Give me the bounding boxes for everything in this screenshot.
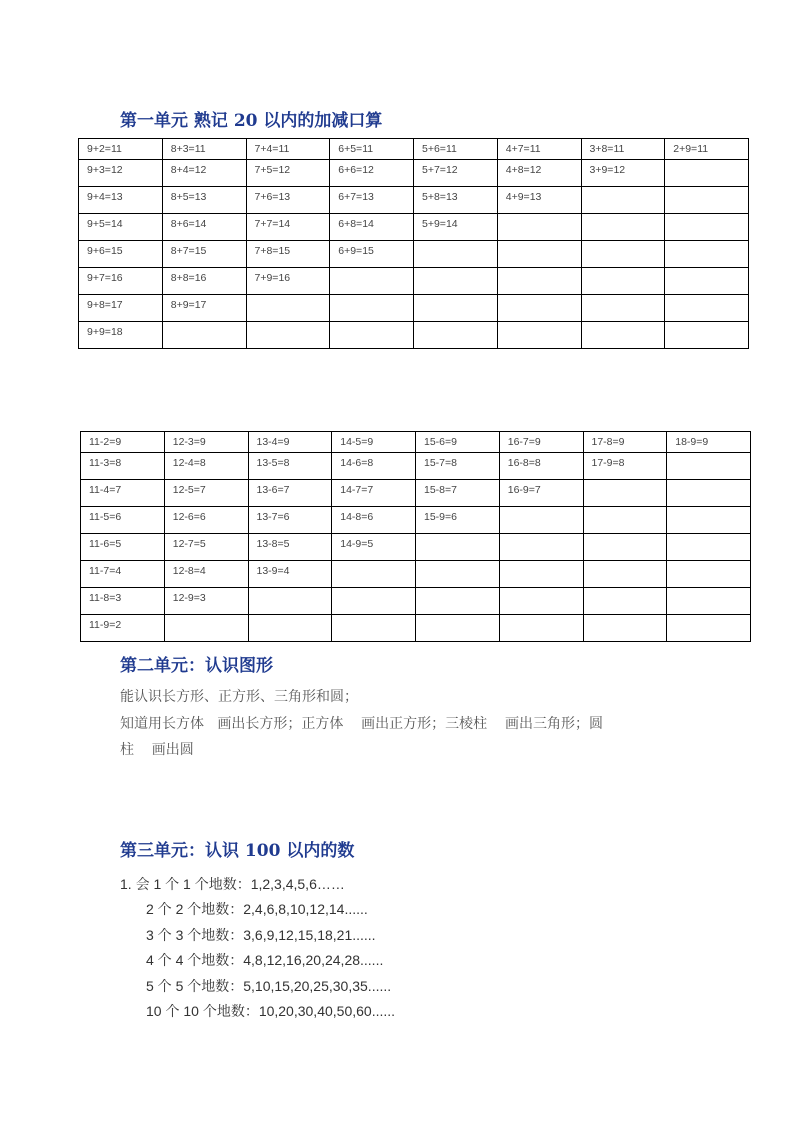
table-cell: 7+5=12 [246,160,330,187]
table-cell: 16-9=7 [499,480,583,507]
table-cell [665,295,749,322]
table-cell: 5+6=11 [414,139,498,160]
unit2-title: 第二单元：认识图形 [120,656,273,676]
count-item: 10 个 10 个地数：10,20,30,40,50,60...... [146,1003,396,1019]
table-cell: 7+7=14 [246,214,330,241]
table-cell: 6+6=12 [330,160,414,187]
table-cell: 9+9=18 [79,322,163,349]
table-cell [416,615,500,642]
table-cell: 15-6=9 [416,432,500,453]
table-cell [416,534,500,561]
table-cell [414,295,498,322]
table-cell: 16-8=8 [499,453,583,480]
table-cell: 11-6=5 [81,534,165,561]
table-cell: 14-7=7 [332,480,416,507]
table-cell: 8+9=17 [162,295,246,322]
table-cell: 8+7=15 [162,241,246,268]
table-row [81,507,751,534]
table-cell [581,241,665,268]
unit2-line-1: 能认识长方形、正方形、三角形和圆； [120,689,358,705]
table-cell [665,241,749,268]
table-row [79,160,749,187]
table-cell [332,615,416,642]
table-cell: 3+9=12 [581,160,665,187]
table-row [81,588,751,615]
table-cell: 6+7=13 [330,187,414,214]
count-item: 3 个 3 个地数：3,6,9,12,15,18,21...... [146,927,376,943]
count-item: 1. 会 1 个 1 个地数：1,2,3,4,5,6…… [120,876,345,892]
table-cell [497,295,581,322]
subtraction-table [80,431,751,642]
table-cell: 5+9=14 [414,214,498,241]
table-cell: 11-4=7 [81,480,165,507]
table-cell: 11-7=4 [81,561,165,588]
table-cell [332,561,416,588]
table-cell: 5+7=12 [414,160,498,187]
table-cell [583,534,667,561]
table-cell [667,480,751,507]
table-cell: 18-9=9 [667,432,751,453]
table-row [81,615,751,642]
table-row [81,480,751,507]
table-cell: 3+8=11 [581,139,665,160]
table-cell: 12-5=7 [164,480,248,507]
table-cell: 6+8=14 [330,214,414,241]
table-cell: 11-9=2 [81,615,165,642]
unit2-line-3: 柱 画出圆 [120,742,194,758]
table-cell: 12-9=3 [164,588,248,615]
table-cell: 12-3=9 [164,432,248,453]
table-cell [248,588,332,615]
table-cell: 13-5=8 [248,453,332,480]
table-cell [330,295,414,322]
table-row [79,187,749,214]
table-cell [246,295,330,322]
table-cell [246,322,330,349]
table-row [81,453,751,480]
table-cell [414,241,498,268]
table-cell: 13-6=7 [248,480,332,507]
table-cell [665,268,749,295]
table-cell: 8+3=11 [162,139,246,160]
table-cell [499,615,583,642]
table-cell: 7+4=11 [246,139,330,160]
table-cell: 12-8=4 [164,561,248,588]
table-cell [583,561,667,588]
table-cell: 13-7=6 [248,507,332,534]
table-cell [332,588,416,615]
table-row [81,561,751,588]
table-cell: 9+4=13 [79,187,163,214]
table-cell: 9+2=11 [79,139,163,160]
table-row [81,432,751,453]
table-cell [497,322,581,349]
table-cell: 7+6=13 [246,187,330,214]
table-cell: 12-6=6 [164,507,248,534]
table-cell [665,214,749,241]
table-cell [497,268,581,295]
table-cell [665,160,749,187]
table-cell [583,588,667,615]
table-cell [416,561,500,588]
table-cell: 17-8=9 [583,432,667,453]
count-item: 4 个 4 个地数：4,8,12,16,20,24,28...... [146,952,384,968]
table-cell: 15-8=7 [416,480,500,507]
table-cell: 9+8=17 [79,295,163,322]
table-cell [497,241,581,268]
table-cell: 11-5=6 [81,507,165,534]
table-cell [248,615,332,642]
table-cell [162,322,246,349]
table-cell: 9+6=15 [79,241,163,268]
table-cell: 9+5=14 [79,214,163,241]
table-row [79,241,749,268]
table-cell [583,507,667,534]
unit2-line-2: 知道用长方体 画出长方形；正方体 画出正方形；三棱柱 画出三角形；圆 [120,716,603,732]
table-cell [499,588,583,615]
table-cell [667,588,751,615]
table-cell: 6+9=15 [330,241,414,268]
table-cell: 7+8=15 [246,241,330,268]
table-cell: 8+4=12 [162,160,246,187]
table-cell: 17-9=8 [583,453,667,480]
table-cell: 2+9=11 [665,139,749,160]
table-cell: 14-6=8 [332,453,416,480]
table-cell [667,561,751,588]
table-row [79,268,749,295]
table-cell: 11-3=8 [81,453,165,480]
table-row [79,295,749,322]
table-row [79,139,749,160]
table-cell [499,561,583,588]
table-cell: 16-7=9 [499,432,583,453]
table-cell: 4+8=12 [497,160,581,187]
table-cell: 11-8=3 [81,588,165,615]
table-cell [667,615,751,642]
table-cell: 13-4=9 [248,432,332,453]
table-cell [330,322,414,349]
table-cell [665,187,749,214]
table-cell [581,214,665,241]
table-cell: 14-9=5 [332,534,416,561]
table-cell [583,480,667,507]
table-row [79,322,749,349]
count-item: 5 个 5 个地数：5,10,15,20,25,30,35...... [146,978,392,994]
table-cell [414,322,498,349]
table-cell [164,615,248,642]
table-cell [499,507,583,534]
table-cell: 14-8=6 [332,507,416,534]
unit1-title: 第一单元 熟记 20 以内的加减口算 [120,111,383,131]
table-cell: 15-7=8 [416,453,500,480]
table-cell: 8+5=13 [162,187,246,214]
table-cell [581,187,665,214]
table-cell: 9+3=12 [79,160,163,187]
table-cell: 11-2=9 [81,432,165,453]
table-cell: 9+7=16 [79,268,163,295]
table-cell: 13-8=5 [248,534,332,561]
table-cell: 12-7=5 [164,534,248,561]
table-cell [416,588,500,615]
table-cell: 5+8=13 [414,187,498,214]
table-cell: 13-9=4 [248,561,332,588]
addition-table [78,138,749,349]
table-cell: 6+5=11 [330,139,414,160]
table-cell [581,268,665,295]
table-cell [330,268,414,295]
table-cell: 14-5=9 [332,432,416,453]
table-cell [581,322,665,349]
table-cell [497,214,581,241]
table-cell: 4+9=13 [497,187,581,214]
count-item: 2 个 2 个地数：2,4,6,8,10,12,14...... [146,901,368,917]
table-cell: 4+7=11 [497,139,581,160]
table-cell: 12-4=8 [164,453,248,480]
table-cell [667,534,751,561]
table-cell [499,534,583,561]
table-cell: 8+8=16 [162,268,246,295]
unit3-title: 第三单元：认识 100 以内的数 [120,841,355,861]
table-cell [665,322,749,349]
table-cell [667,453,751,480]
table-cell [583,615,667,642]
table-row [79,214,749,241]
table-cell [667,507,751,534]
table-cell [581,295,665,322]
table-row [81,534,751,561]
table-cell: 15-9=6 [416,507,500,534]
table-cell: 7+9=16 [246,268,330,295]
table-cell: 8+6=14 [162,214,246,241]
table-cell [414,268,498,295]
